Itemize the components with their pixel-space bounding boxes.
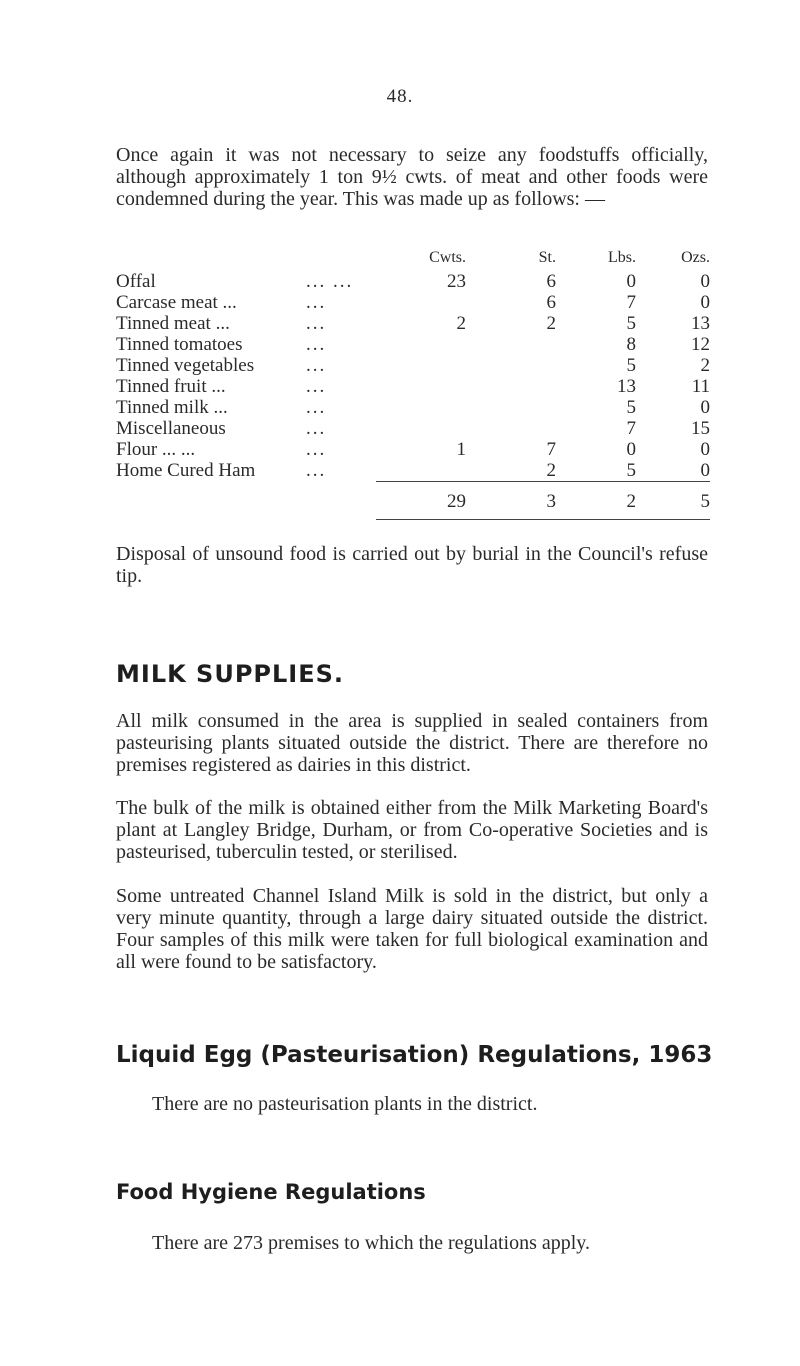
row-st — [466, 334, 556, 355]
row-lbs: 5 — [626, 313, 636, 334]
row-dots: ... — [306, 460, 327, 482]
row-cwts: 23 — [447, 271, 466, 292]
total-ozs: 5 — [636, 482, 710, 520]
row-item: Carcase meat ... — [116, 292, 237, 313]
row-st — [466, 376, 556, 397]
row-ozs: 0 — [700, 460, 710, 481]
milk-paragraph-2: The bulk of the milk is obtained either from the Milk Marketing Board's plant at Langley Bridge, Durham, or from Co-operative Societies and is pasteurised, tuberculin tested, or sterilised. — [116, 797, 708, 863]
table-row — [116, 334, 710, 355]
page-number: 48. — [386, 86, 414, 107]
row-st — [466, 397, 556, 418]
row-lbs: 13 — [617, 376, 636, 397]
row-dots: ... — [306, 439, 327, 460]
food-hygiene-heading: Food Hygiene Regulations — [116, 1180, 426, 1204]
table-header-row — [116, 247, 710, 271]
row-dots: ... ... — [306, 271, 354, 292]
row-item: Tinned meat ... — [116, 313, 230, 334]
table-row — [116, 397, 710, 418]
condemned-food-table — [116, 247, 710, 520]
total-st: 3 — [466, 482, 556, 520]
row-ozs: 0 — [700, 271, 710, 292]
milk-paragraph-3: Some untreated Channel Island Milk is sold in the district, but only a very minute quantity, through a large dairy situated outside the district. Four samples of this milk were taken for full biological examination and all were found to be satisfactory. — [116, 885, 708, 973]
row-dots: ... — [306, 355, 327, 376]
liquid-egg-text: There are no pasteurisation plants in the district. — [152, 1093, 538, 1115]
header-st: St. — [538, 249, 556, 266]
disposal-paragraph: Disposal of unsound food is carried out by burial in the Council's refuse tip. — [116, 543, 708, 587]
row-ozs: 0 — [700, 439, 710, 460]
header-lbs: Lbs. — [608, 249, 636, 266]
row-ozs: 2 — [700, 355, 710, 376]
row-item: Tinned vegetables — [116, 355, 255, 376]
table-total-row — [116, 482, 710, 520]
row-ozs: 13 — [691, 313, 710, 334]
row-dots: ... — [306, 313, 327, 334]
row-dots: ... — [306, 418, 327, 439]
row-st: 6 — [546, 292, 556, 313]
milk-paragraph-1: All milk consumed in the area is supplied in sealed containers from pasteurising plants situated outside the district. There are therefore no premises registered as dairies in this district. — [116, 710, 708, 776]
row-cwts — [376, 292, 466, 313]
intro-paragraph: Once again it was not necessary to seize any foodstuffs officially, although approximately 1 ton 9½ cwts. of meat and other foods were condemned during the year. This was made up as follows: — — [116, 144, 708, 210]
row-lbs: 8 — [626, 334, 636, 355]
milk-supplies-heading: MILK SUPPLIES. — [116, 660, 345, 688]
row-item: Miscellaneous — [116, 418, 226, 439]
table-row — [116, 355, 710, 376]
table-row — [116, 313, 710, 334]
row-cwts — [376, 334, 466, 355]
row-lbs: 5 — [626, 397, 636, 418]
row-item: Tinned milk ... — [116, 397, 228, 418]
row-ozs: 15 — [691, 418, 710, 439]
row-cwts — [376, 397, 466, 418]
row-st: 6 — [546, 271, 556, 292]
total-lbs: 2 — [556, 482, 636, 520]
row-ozs: 0 — [700, 292, 710, 313]
food-hygiene-text: There are 273 premises to which the regulations apply. — [152, 1232, 591, 1254]
row-lbs: 5 — [626, 460, 636, 481]
row-cwts: 1 — [456, 439, 466, 460]
row-cwts — [376, 460, 466, 482]
table-row — [116, 376, 710, 397]
table-row — [116, 292, 710, 313]
row-lbs: 7 — [626, 418, 636, 439]
row-dots: ... — [306, 397, 327, 418]
liquid-egg-heading: Liquid Egg (Pasteurisation) Regulations, 1963 — [116, 1042, 713, 1068]
row-st: 2 — [546, 460, 556, 481]
table-row — [116, 418, 710, 439]
table-row — [116, 439, 710, 460]
row-lbs: 5 — [626, 355, 636, 376]
row-st: 7 — [546, 439, 556, 460]
row-st — [466, 418, 556, 439]
row-item: Flour ... ... — [116, 439, 196, 460]
row-ozs: 11 — [691, 376, 710, 397]
row-cwts — [376, 355, 466, 376]
row-ozs: 12 — [691, 334, 710, 355]
row-dots: ... — [306, 292, 327, 313]
row-ozs: 0 — [700, 397, 710, 418]
row-dots: ... — [306, 376, 327, 397]
row-st: 2 — [546, 313, 556, 334]
row-dots: ... — [306, 334, 327, 355]
table-row — [116, 271, 710, 292]
row-item: Home Cured Ham — [116, 460, 256, 482]
row-item: Tinned tomatoes — [116, 334, 243, 355]
row-item: Tinned fruit ... — [116, 376, 226, 397]
row-item: Offal — [116, 271, 156, 292]
total-cwts: 29 — [376, 482, 466, 520]
table-row — [116, 460, 710, 482]
row-cwts — [376, 418, 466, 439]
row-lbs: 0 — [626, 271, 636, 292]
row-cwts: 2 — [456, 313, 466, 334]
row-lbs: 7 — [626, 292, 636, 313]
header-ozs: Ozs. — [681, 249, 710, 266]
header-cwts: Cwts. — [429, 249, 466, 266]
row-lbs: 0 — [626, 439, 636, 460]
row-cwts — [376, 376, 466, 397]
row-st — [466, 355, 556, 376]
